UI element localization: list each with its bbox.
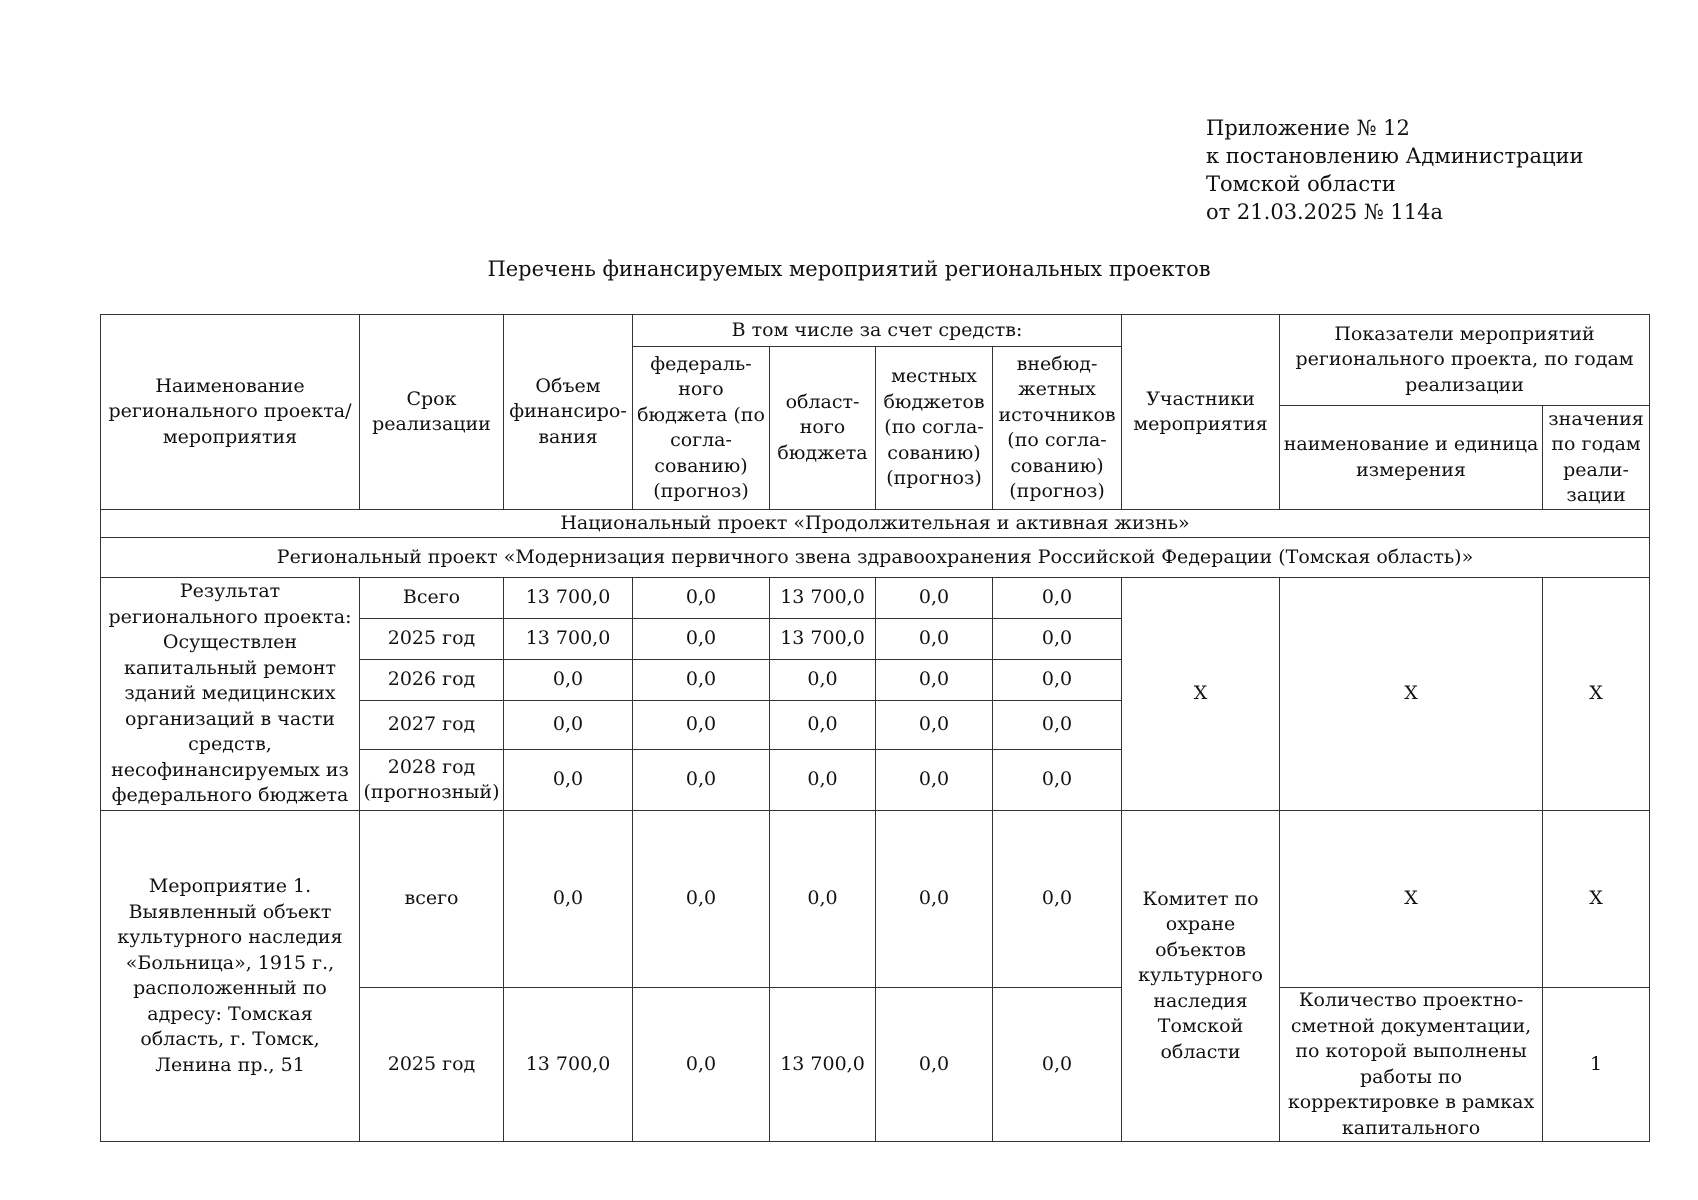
- regional-cell: 0,0: [770, 701, 876, 750]
- volume-cell: 13 700,0: [504, 619, 633, 660]
- offbudget-cell: 0,0: [993, 619, 1122, 660]
- volume-cell: 0,0: [504, 811, 633, 988]
- national-project: Национальный проект «Продолжительная и активная жизнь»: [101, 510, 1650, 538]
- table-row: [101, 811, 1650, 988]
- volume-cell: 0,0: [504, 750, 633, 811]
- header-participants: Участники мероприятия: [1122, 315, 1280, 510]
- offbudget-cell: 0,0: [993, 660, 1122, 701]
- local-cell: 0,0: [876, 811, 993, 988]
- indicator-name-cell: Количество проектно-сметной документации, по которой выполнены работы по корректировке в рамках капитального: [1280, 988, 1543, 1142]
- header-indicators: Показатели мероприятий регионального проекта, по годам реализации: [1280, 315, 1650, 406]
- annex-line-1: Приложение № 12: [1206, 116, 1410, 140]
- volume-cell: 0,0: [504, 701, 633, 750]
- volume-cell: 13 700,0: [504, 988, 633, 1142]
- measure-participants: Комитет по охране объектов культурного наследия Томской области: [1122, 811, 1280, 1142]
- regional-project-row: [101, 538, 1650, 578]
- annex-block: [1206, 114, 1584, 226]
- header-row-1: [101, 315, 1650, 347]
- term-cell: 2026 год: [360, 660, 504, 701]
- local-cell: 0,0: [876, 701, 993, 750]
- term-cell: Всего: [360, 578, 504, 619]
- annex-line-4: от 21.03.2025 № 114а: [1206, 200, 1443, 224]
- offbudget-cell: 0,0: [993, 578, 1122, 619]
- result-indicator-name: Х: [1280, 578, 1543, 811]
- annex-line-3: Томской области: [1206, 172, 1396, 196]
- federal-cell: 0,0: [633, 988, 770, 1142]
- header-local: местных бюджетов (по согла-сованию) (прогноз): [876, 347, 993, 510]
- regional-project: Региональный проект «Модернизация первичного звена здравоохранения Российской Федерации (Томская область)»: [101, 538, 1650, 578]
- regional-cell: 13 700,0: [770, 619, 876, 660]
- result-participants: Х: [1122, 578, 1280, 811]
- header-offbudget: внебюд-жетных источников (по согла-сованию) (прогноз): [993, 347, 1122, 510]
- local-cell: 0,0: [876, 660, 993, 701]
- offbudget-cell: 0,0: [993, 988, 1122, 1142]
- header-term: Срок реализации: [360, 315, 504, 510]
- term-cell: 2025 год: [360, 988, 504, 1142]
- national-project-row: [101, 510, 1650, 538]
- annex-line-2: к постановлению Администрации: [1206, 144, 1584, 168]
- local-cell: 0,0: [876, 619, 993, 660]
- regional-cell: 13 700,0: [770, 988, 876, 1142]
- local-cell: 0,0: [876, 578, 993, 619]
- regional-cell: 13 700,0: [770, 578, 876, 619]
- document-title: Перечень финансируемых мероприятий региональных проектов: [487, 257, 1211, 281]
- offbudget-cell: 0,0: [993, 750, 1122, 811]
- header-indicator-name: наименование и единица измерения: [1280, 406, 1543, 510]
- federal-cell: 0,0: [633, 750, 770, 811]
- federal-cell: 0,0: [633, 660, 770, 701]
- volume-cell: 13 700,0: [504, 578, 633, 619]
- federal-cell: 0,0: [633, 701, 770, 750]
- federal-cell: 0,0: [633, 811, 770, 988]
- volume-cell: 0,0: [504, 660, 633, 701]
- indicator-value-cell: 1: [1543, 988, 1650, 1142]
- term-cell: 2028 год (прогнозный): [360, 750, 504, 811]
- regional-cell: 0,0: [770, 750, 876, 811]
- indicator-name-cell: Х: [1280, 811, 1543, 988]
- header-including: В том числе за счет средств:: [633, 315, 1122, 347]
- header-indicator-values: значения по годам реали-зации: [1543, 406, 1650, 510]
- regional-cell: 0,0: [770, 660, 876, 701]
- term-cell: 2027 год: [360, 701, 504, 750]
- projects-table: [100, 314, 1650, 1142]
- result-indicator-values: Х: [1543, 578, 1650, 811]
- regional-cell: 0,0: [770, 811, 876, 988]
- indicator-value-cell: Х: [1543, 811, 1650, 988]
- offbudget-cell: 0,0: [993, 701, 1122, 750]
- header-volume: Объем финансиро-вания: [504, 315, 633, 510]
- header-federal: федераль-ного бюджета (по согла-сованию) (прогноз): [633, 347, 770, 510]
- term-cell: 2025 год: [360, 619, 504, 660]
- federal-cell: 0,0: [633, 619, 770, 660]
- measure-name: Мероприятие 1. Выявленный объект культурного наследия «Больница», 1915 г., расположенный по адресу: Томская область, г. Томск, Ленина пр., 51: [101, 811, 360, 1142]
- header-name: Наименование регионального проекта/ мероприятия: [101, 315, 360, 510]
- result-name: Результат регионального проекта: Осуществлен капитальный ремонт зданий медицинских организаций в части средств, несофинансируемых из федерального бюджета: [101, 578, 360, 811]
- term-cell: всего: [360, 811, 504, 988]
- local-cell: 0,0: [876, 988, 993, 1142]
- table-row: [101, 578, 1650, 619]
- local-cell: 0,0: [876, 750, 993, 811]
- federal-cell: 0,0: [633, 578, 770, 619]
- header-regional: област-ного бюджета: [770, 347, 876, 510]
- offbudget-cell: 0,0: [993, 811, 1122, 988]
